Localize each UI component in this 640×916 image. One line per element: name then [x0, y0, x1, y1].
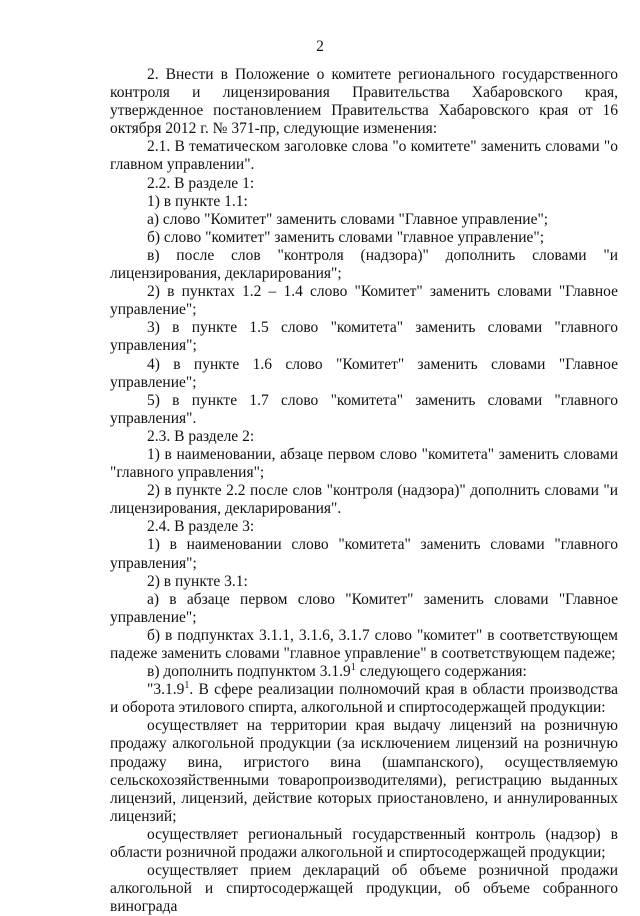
paragraph: 3) в пункте 1.5 слово "комитета" заменить словами "главного управления";: [110, 319, 618, 355]
paragraph: 2) в пунктах 1.2 – 1.4 слово "Комитет" заменить словами "Главное управление";: [110, 283, 618, 319]
text-run: следующего содержания:: [355, 663, 527, 681]
text-run: "3.1.9: [147, 681, 185, 699]
text-run: в) дополнить подпунктом 3.1.9: [147, 663, 351, 681]
paragraph: б) в подпунктах 3.1.1, 3.1.6, 3.1.7 слово "комитет" в соответствующем падеже заменить словами "главное управление" в соответствующем падеже;: [110, 626, 618, 662]
paragraph: а) в абзаце первом слово "Комитет" заменить словами "Главное управление";: [110, 590, 618, 626]
paragraph: [110, 663, 618, 681]
paragraph: 2.4. В разделе 3:: [147, 518, 255, 536]
paragraph: 1) в пункте 1.1:: [147, 192, 248, 210]
paragraph: 1) в наименовании слово "комитета" заменить словами "главного управления";: [110, 536, 618, 572]
paragraph: 2. Внести в Положение о комитете регионального государственного контроля и лицензирования Правительства Хабаровского края, утвержденное постановлением Правительства Хабаровского края от 16 октября 2012 г. № 371-пр, следующие изменения:: [110, 66, 618, 138]
paragraph: в) после слов "контроля (надзора)" дополнить словами "и лицензирования, декларирования";: [110, 246, 618, 283]
text-run: . В сфере реализации полномочий края в области производства и оборота этилового спирта, алкогольной и спиртосодержащей продукции:: [110, 681, 618, 717]
document-body: [110, 66, 618, 916]
paragraph: 5) в пункте 1.7 слово "комитета" заменить словами "главного управления".: [110, 391, 618, 427]
paragraph: 1) в наименовании, абзаце первом слово "комитета" заменить словами "главного управления";: [110, 445, 618, 482]
page-number: 2: [316, 38, 324, 55]
paragraph: 2) в пункте 2.2 после слов "контроля (надзора)" дополнить словами "и лицензирования, декларирования".: [110, 482, 618, 518]
superscript: 1: [350, 661, 356, 673]
paragraph: осуществляет прием деклараций об объеме розничной продажи алкогольной и спиртосодержащей продукции, об объеме собранного винограда: [110, 862, 618, 916]
paragraph: осуществляет на территории края выдачу лицензий на розничную продажу алкогольной продукции (за исключением лицензий на розничную продажу вина, игристого вина (шампанского), осуществляемую сельскохозяйственными товаропроизводителями), регистрацию выданных лицензий, лицензий, действие которых приостановлено, и аннулированных лицензий;: [110, 717, 618, 825]
paragraph: 2.1. В тематическом заголовке слова "о комитете" заменить словами "о главном управлении".: [110, 138, 618, 174]
paragraph: а) слово "Комитет" заменить словами "Главное управление";: [147, 210, 549, 228]
paragraph: б) слово "комитет" заменить словами "главное управление";: [147, 228, 545, 246]
paragraph: [110, 681, 618, 717]
paragraph: 4) в пункте 1.6 слово "Комитет" заменить словами "Главное управление";: [110, 355, 618, 391]
paragraph: 2.2. В разделе 1:: [147, 174, 255, 192]
paragraph: 2) в пункте 3.1:: [147, 572, 248, 590]
paragraph: осуществляет региональный государственный контроль (надзор) в области розничной продажи алкогольной и спиртосодержащей продукции;: [110, 825, 618, 862]
superscript: 1: [184, 680, 190, 692]
paragraph: 2.3. В разделе 2:: [147, 427, 255, 445]
